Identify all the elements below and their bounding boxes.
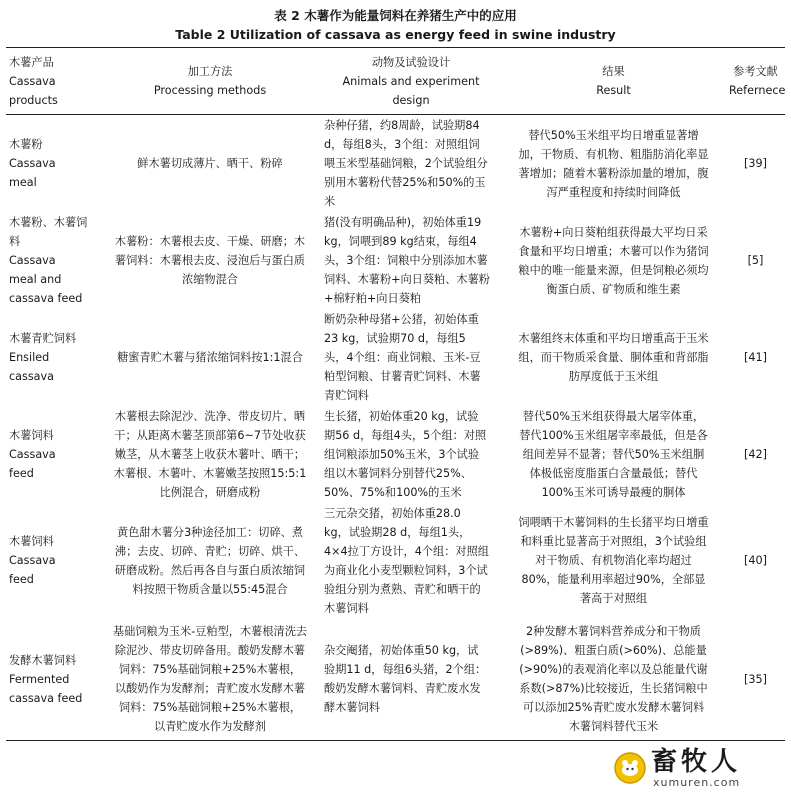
cell-line: 酵木薯饲料 bbox=[324, 701, 380, 714]
cell-line: 期56 d，每组4头，5个组：对照 bbox=[324, 429, 487, 442]
cell-line: 鲜木薯切成薄片、晒干、粉碎 bbox=[137, 157, 283, 170]
cell-line: 著增加；随着木薯粉添加量的增加，腹 bbox=[518, 166, 709, 180]
cell-line: 料 bbox=[9, 235, 21, 248]
cell-line: 别用木薯粉代替25%和50%的玉 bbox=[324, 176, 486, 189]
cell-line: feed bbox=[9, 573, 34, 586]
cell-line: 系数(>87%)比较接近，生长猪饲粮中 bbox=[519, 682, 708, 695]
cell-line: 和料重比显著高于对照组，3个试验组 bbox=[520, 535, 707, 548]
cell-reference: [35] bbox=[744, 672, 767, 686]
table-row bbox=[6, 212, 785, 309]
header-line: design bbox=[392, 93, 430, 107]
cell-line: Cassava bbox=[9, 157, 56, 170]
cell-line: 50%、75%和100%的玉米 bbox=[324, 486, 462, 499]
header-reference bbox=[726, 48, 785, 115]
cell-line: 喂玉米型基础饲粮，2个试验组分 bbox=[324, 157, 488, 170]
cell-line: 验期11 d，每组6头猪，2个组： bbox=[324, 663, 487, 676]
header-line: products bbox=[9, 93, 58, 107]
cell-line: Cassava bbox=[9, 554, 56, 567]
cassava-feed-table bbox=[6, 47, 785, 741]
cell-processing bbox=[99, 503, 321, 618]
table-title-english: Table 2 Utilization of cassava as energy feed in swine industry bbox=[175, 27, 616, 42]
cell-line: Cassava bbox=[9, 254, 56, 267]
cell-line: 4×4拉丁方设计，4个组：对照组 bbox=[324, 544, 489, 558]
cell-line: 2种发酵木薯饲料营养成分和干物质 bbox=[526, 625, 701, 638]
cell-line: 黄色甜木薯分3种途径加工：切碎、煮 bbox=[116, 525, 304, 539]
cell-line: d，每组8头，3个组：对照组饲 bbox=[324, 138, 480, 151]
cell-line: 100%玉米可诱导最瘦的胴体 bbox=[541, 486, 686, 499]
header-line: 动物及试验设计 bbox=[371, 55, 451, 69]
cell-result bbox=[501, 115, 726, 213]
cell-product bbox=[6, 618, 99, 741]
header-line: 木薯产品 bbox=[9, 55, 54, 69]
cell-line: meal and bbox=[9, 273, 62, 286]
cell-result bbox=[501, 503, 726, 618]
cell-line: 断奶杂种母猪+公猪，初始体重 bbox=[324, 313, 479, 326]
cell-line: 组，而干物质采食量、胴体重和背部脂 bbox=[518, 351, 709, 364]
cell-line: Cassava bbox=[9, 448, 56, 461]
cell-line: 木薯饲料 bbox=[324, 601, 369, 615]
cell-line: 衡蛋白质、矿物质和维生素 bbox=[546, 282, 681, 296]
cell-line: Ensiled bbox=[9, 351, 50, 364]
cell-line: 对干物质、有机物消化率均超过 bbox=[535, 554, 692, 567]
cell-processing bbox=[99, 309, 321, 406]
cell-line: 发酵木薯饲料 bbox=[9, 653, 77, 667]
table-title-chinese: 表 2 木薯作为能量饲料在养猪生产中的应用 bbox=[274, 8, 517, 23]
cell-processing bbox=[99, 115, 321, 213]
cell-line: +棉籽粕+向日葵粕 bbox=[324, 292, 422, 305]
cell-line: Fermented bbox=[9, 672, 70, 686]
cell-design bbox=[321, 618, 501, 741]
cell-line: 料按照干物质含量以55:45混合 bbox=[132, 582, 288, 596]
cell-line: 以酸奶作为发酵剂；青贮废水发酵木薯 bbox=[114, 682, 306, 695]
cell-line: 米 bbox=[324, 195, 336, 208]
cell-line: 糖蜜青贮木薯与猪浓缩饲料按1:1混合 bbox=[117, 351, 303, 364]
cell-line: 三元杂交猪，初始体重28.0 bbox=[324, 506, 461, 520]
cell-line: 猪(没有明确品种)，初始体重19 bbox=[324, 216, 482, 229]
cell-line: 粕型饲粮、甘薯青贮饲料、木薯 bbox=[324, 370, 481, 383]
header-design bbox=[321, 48, 501, 115]
cell-line: (>89%)、粗蛋白质(>60%)、总能量 bbox=[520, 644, 707, 657]
cell-line: 组饲粮添加50%玉米，3个试验 bbox=[324, 448, 480, 461]
header-line: Result bbox=[596, 84, 631, 97]
cell-line: 加，干物质、有机物、粗脂肪消化率显 bbox=[518, 147, 709, 161]
cell-line: 木薯粉：木薯根去皮、干燥、研磨；木 bbox=[114, 235, 306, 248]
cell-line: 验组分别为煮熟、青贮和晒干的 bbox=[324, 582, 481, 596]
cell-line: 木薯根、木薯叶、木薯嫩茎按照15:5:1 bbox=[113, 467, 307, 480]
cell-design bbox=[321, 406, 501, 503]
cell-line: 除泥沙、带皮切碎备用。酸奶发酵木薯 bbox=[114, 644, 306, 657]
header-line: 加工方法 bbox=[187, 65, 233, 78]
cell-line: 杂交阉猪，初始体重50 kg，试 bbox=[324, 644, 479, 657]
header-line: Processing methods bbox=[153, 84, 267, 97]
cell-line: cassava bbox=[9, 370, 54, 383]
watermark-url: xumuren.com bbox=[653, 776, 741, 789]
cell-processing bbox=[99, 406, 321, 503]
cell-processing bbox=[99, 212, 321, 309]
cell-line: 木薯根去除泥沙、洗净、带皮切片、晒 bbox=[114, 410, 306, 423]
cell-line: 食量和平均日增重；木薯可以作为猪饲 bbox=[518, 244, 709, 258]
cell-processing bbox=[99, 618, 321, 741]
header-line: Refernece bbox=[729, 84, 786, 97]
cell-product bbox=[6, 115, 99, 213]
watermark-text: 畜牧人 bbox=[651, 747, 742, 777]
cell-line: 饲料：75%基础饲粮+25%木薯根， bbox=[118, 701, 302, 714]
table-row bbox=[6, 618, 785, 741]
cell-line: 浓缩物混合 bbox=[182, 273, 238, 286]
cell-line: kg，饲喂到89 kg结束，每组4 bbox=[324, 235, 477, 248]
cell-result bbox=[501, 309, 726, 406]
cell-line: 青贮饲料 bbox=[324, 389, 369, 402]
cell-line: 粮中的唯一能量来源，但是饲粮必须均 bbox=[518, 263, 709, 277]
cell-line: 体极低密度脂蛋白含量最低；替代 bbox=[529, 467, 698, 480]
cell-line: 可以添加25%青贮废水发酵木薯饲料 bbox=[522, 701, 705, 714]
cell-line: kg，试验期28 d，每组1头， bbox=[324, 525, 471, 539]
cell-line: 80%，能量利用率超过90%，全部显 bbox=[521, 573, 706, 586]
cell-result bbox=[501, 406, 726, 503]
cell-line: feed bbox=[9, 467, 34, 480]
header-result bbox=[501, 48, 726, 115]
cell-design bbox=[321, 309, 501, 406]
cell-line: 研磨成粉。然后再各自与蛋白质浓缩饲 bbox=[114, 563, 306, 577]
cell-line: 饲料、木薯粉+向日葵粕、木薯粉 bbox=[324, 273, 490, 286]
cell-line: 生长猪，初始体重20 kg，试验 bbox=[324, 410, 479, 423]
cell-line: 木薯饲料 bbox=[9, 429, 54, 442]
cell-line: 头，4个组：商业饲粮、玉米-豆 bbox=[324, 351, 481, 364]
cell-line: meal bbox=[9, 176, 37, 189]
header-processing bbox=[99, 48, 321, 115]
cell-result bbox=[501, 212, 726, 309]
cell-line: 基础饲粮为玉米-豆粕型，木薯根清洗去 bbox=[112, 625, 308, 638]
cell-line: 酸奶发酵木薯饲料、青贮废水发 bbox=[324, 682, 481, 695]
cell-line: 头，3个组：饲粮中分别添加木薯 bbox=[324, 254, 488, 267]
table-row bbox=[6, 406, 785, 503]
cell-reference: [42] bbox=[744, 448, 767, 461]
table-row bbox=[6, 503, 785, 618]
table-row bbox=[6, 309, 785, 406]
cell-line: cassava feed bbox=[9, 292, 83, 305]
table-row bbox=[6, 115, 785, 213]
cell-line: 替代50%玉米组获得最大屠宰体重， bbox=[522, 410, 705, 423]
cell-line: 木薯青贮饲料 bbox=[9, 332, 77, 345]
cell-reference: [41] bbox=[744, 351, 767, 364]
cell-line: 薯饲料：木薯根去皮、浸泡后与蛋白质 bbox=[114, 254, 306, 267]
cell-line: 比例混合，研磨成粉 bbox=[159, 486, 261, 499]
cell-design bbox=[321, 212, 501, 309]
cell-line: 沸；去皮、切碎、青贮；切碎、烘干、 bbox=[114, 544, 306, 558]
cell-line: 木薯饲料 bbox=[9, 535, 54, 548]
cell-line: 嫩茎，从木薯茎上收获木薯叶、晒干； bbox=[114, 448, 306, 461]
cell-product bbox=[6, 309, 99, 406]
cell-line: 23 kg，试验期70 d，每组5 bbox=[324, 332, 466, 345]
header-line: 参考文献 bbox=[733, 65, 778, 78]
cell-line: 替代100%玉米组屠宰率最低，但是各 bbox=[519, 429, 708, 442]
table-header-row bbox=[6, 48, 785, 115]
cell-reference: [40] bbox=[744, 554, 767, 567]
cell-result bbox=[501, 618, 726, 741]
cell-line: 木薯粉+向日葵粕组获得最大平均日采 bbox=[519, 225, 708, 239]
cell-line: 木薯组终末体重和平均日增重高于玉米 bbox=[518, 332, 709, 345]
cell-line: 饲料：75%基础饲粮+25%木薯根， bbox=[118, 663, 302, 676]
cell-design bbox=[321, 503, 501, 618]
header-product bbox=[6, 48, 99, 115]
header-line: 结果 bbox=[602, 65, 625, 78]
cell-line: 以青贮废水作为发酵剂 bbox=[154, 720, 266, 733]
cell-line: 为商业化小麦型颗粒饲料，3个试 bbox=[324, 563, 488, 577]
cell-line: 泻严重程度和持续时间降低 bbox=[546, 185, 681, 199]
cell-line: 替代50%玉米组平均日增重显著增 bbox=[528, 128, 699, 142]
cell-line: 组以木薯饲料分别替代25%、 bbox=[324, 467, 472, 480]
cell-line: 著高于对照组 bbox=[579, 592, 648, 605]
header-line: Cassava bbox=[9, 74, 56, 88]
cell-line: 组间差异不显著；替代50%玉米组胴 bbox=[522, 448, 705, 461]
cell-line: 木薯饲料替代玉米 bbox=[568, 720, 659, 733]
cell-reference: [5] bbox=[747, 254, 764, 267]
cell-product bbox=[6, 212, 99, 309]
cell-design bbox=[321, 115, 501, 213]
cell-line: 杂种仔猪，约8周龄，试验期84 bbox=[324, 119, 480, 132]
cell-reference: [39] bbox=[744, 157, 767, 170]
cell-line: (>90%)的表观消化率以及总能量代谢 bbox=[519, 663, 708, 676]
watermark bbox=[613, 747, 783, 793]
cell-line: 肪厚度低于玉米组 bbox=[568, 370, 659, 383]
cell-line: 干；从距离木薯茎顶部第6~7节处收获 bbox=[114, 429, 306, 442]
watermark-logo-icon bbox=[613, 751, 647, 785]
cell-line: 木薯粉、木薯饲 bbox=[9, 216, 88, 229]
cell-line: 木薯粉 bbox=[9, 138, 43, 151]
cell-line: cassava feed bbox=[9, 691, 83, 705]
cell-product bbox=[6, 503, 99, 618]
cell-product bbox=[6, 406, 99, 503]
header-line: Animals and experiment bbox=[342, 74, 480, 88]
cell-line: 饲喂晒干木薯饲料的生长猪平均日增重 bbox=[518, 516, 709, 529]
